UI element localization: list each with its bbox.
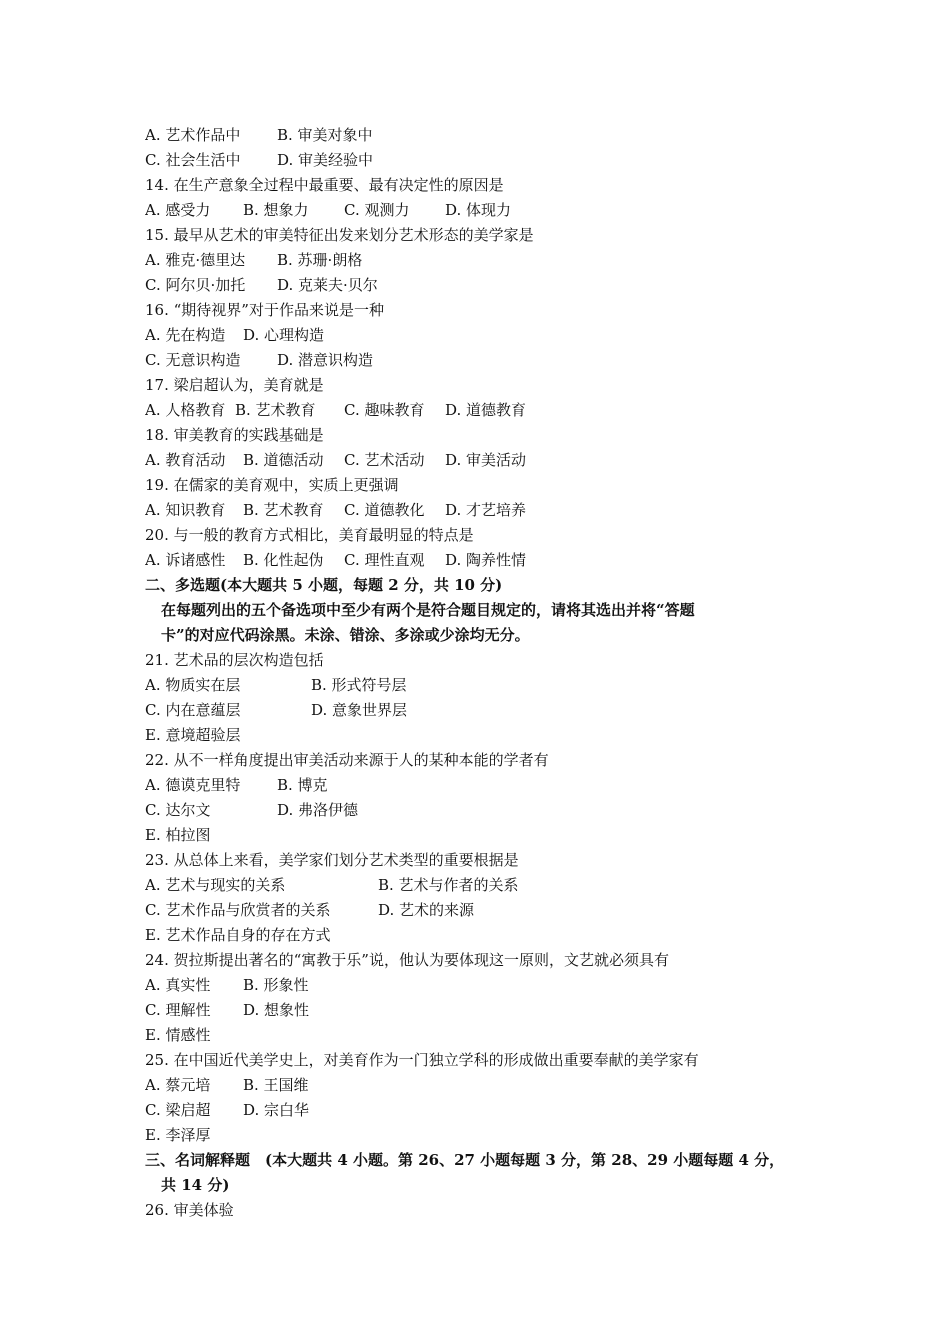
option-text: C. 理性直观: [344, 551, 425, 569]
option-text: D. 心理构造: [243, 326, 325, 344]
option-text: B. 苏珊·朗格: [277, 251, 363, 269]
text-line: [145, 273, 850, 298]
option-text: C. 道德教化: [344, 501, 425, 519]
option-text: C. 无意识构造: [145, 351, 241, 369]
text-line: [145, 1123, 850, 1148]
option-text: B. 艺术教育: [235, 401, 316, 419]
option-text: A. 人格教育: [145, 401, 226, 419]
line-text: 22. 从不一样角度提出审美活动来源于人的某种本能的学者有: [145, 751, 549, 769]
option-text: B. 博克: [277, 776, 328, 794]
line-text: 23. 从总体上来看，美学家们划分艺术类型的重要根据是: [145, 851, 519, 869]
section-line: [145, 573, 850, 598]
option-text: B. 化性起伪: [243, 551, 324, 569]
option-text: B. 形象性: [243, 976, 309, 994]
text-line: [145, 998, 850, 1023]
text-line: [145, 648, 850, 673]
option-text: C. 趣味教育: [344, 401, 425, 419]
section-line: [145, 1173, 850, 1198]
option-text: D. 克莱夫·贝尔: [277, 276, 378, 294]
text-line: [145, 548, 850, 573]
option-text: B. 形式符号层: [311, 676, 407, 694]
option-text: A. 先在构造: [145, 326, 226, 344]
option-text: B. 道德活动: [243, 451, 324, 469]
option-text: B. 想象力: [243, 201, 309, 219]
text-line: [145, 723, 850, 748]
line-text: 三、名词解释题 (本大题共 4 小题。第 26、27 小题每题 3 分，第 28、29 小题每题 4 分，: [145, 1151, 785, 1169]
option-text: C. 阿尔贝·加托: [145, 276, 246, 294]
option-text: D. 想象性: [243, 1001, 310, 1019]
text-line: [145, 923, 850, 948]
line-text: 26. 审美体验: [145, 1201, 234, 1219]
option-text: C. 社会生活中: [145, 151, 241, 169]
text-line: [145, 423, 850, 448]
line-text: 14. 在生产意象全过程中最重要、最有决定性的原因是: [145, 176, 504, 194]
option-text: A. 德谟克里特: [145, 776, 241, 794]
text-line: [145, 323, 850, 348]
text-line: [145, 973, 850, 998]
option-text: D. 陶养性情: [445, 551, 527, 569]
line-text: 15. 最早从艺术的审美特征出发来划分艺术形态的美学家是: [145, 226, 534, 244]
line-text: 21. 艺术品的层次构造包括: [145, 651, 324, 669]
text-line: [145, 898, 850, 923]
text-line: [145, 748, 850, 773]
option-text: A. 雅克·德里达: [145, 251, 246, 269]
line-text: 19. 在儒家的美育观中，实质上更强调: [145, 476, 399, 494]
line-text: E. 艺术作品自身的存在方式: [145, 926, 331, 944]
text-line: [145, 1198, 850, 1223]
text-line: [145, 1073, 850, 1098]
text-line: [145, 123, 850, 148]
option-text: C. 梁启超: [145, 1101, 211, 1119]
option-text: D. 体现力: [445, 201, 512, 219]
option-text: A. 蔡元培: [145, 1076, 211, 1094]
option-text: B. 审美对象中: [277, 126, 373, 144]
text-line: [145, 448, 850, 473]
section-line: [145, 1148, 850, 1173]
text-line: [145, 498, 850, 523]
text-line: [145, 1023, 850, 1048]
text-line: [145, 798, 850, 823]
line-text: E. 意境超验层: [145, 726, 241, 744]
option-text: C. 理解性: [145, 1001, 211, 1019]
text-line: [145, 523, 850, 548]
line-text: 18. 审美教育的实践基础是: [145, 426, 324, 444]
option-text: B. 王国维: [243, 1076, 309, 1094]
text-line: [145, 948, 850, 973]
text-line: [145, 873, 850, 898]
line-text: E. 柏拉图: [145, 826, 211, 844]
option-text: D. 潜意识构造: [277, 351, 374, 369]
line-text: 20. 与一般的教育方式相比，美育最明显的特点是: [145, 526, 474, 544]
line-text: 25. 在中国近代美学史上，对美育作为一门独立学科的形成做出重要奉献的美学家有: [145, 1051, 699, 1069]
option-text: D. 宗白华: [243, 1101, 310, 1119]
text-line: [145, 348, 850, 373]
line-text: 二、多选题(本大题共 5 小题，每题 2 分，共 10 分): [145, 576, 503, 594]
text-line: [145, 698, 850, 723]
text-line: [145, 223, 850, 248]
option-text: C. 内在意蕴层: [145, 701, 241, 719]
text-line: [145, 373, 850, 398]
line-text: 在每题列出的五个备选项中至少有两个是符合题目规定的，请将其选出并将“答题: [161, 601, 695, 619]
line-text: 17. 梁启超认为，美育就是: [145, 376, 324, 394]
line-text: 24. 贺拉斯提出著名的“寓教于乐”说，他认为要体现这一原则，文艺就必须具有: [145, 951, 669, 969]
option-text: A. 知识教育: [145, 501, 226, 519]
option-text: A. 艺术与现实的关系: [145, 876, 286, 894]
text-line: [145, 1098, 850, 1123]
text-line: [145, 298, 850, 323]
option-text: D. 审美经验中: [277, 151, 374, 169]
text-line: [145, 1048, 850, 1073]
option-text: C. 达尔文: [145, 801, 211, 819]
line-text: 16. “期待视界”对于作品来说是一种: [145, 301, 384, 319]
text-line: [145, 198, 850, 223]
text-line: [145, 673, 850, 698]
option-text: D. 意象世界层: [311, 701, 408, 719]
text-line: [145, 848, 850, 873]
option-text: A. 教育活动: [145, 451, 226, 469]
line-text: 卡”的对应代码涂黑。未涂、错涂、多涂或少涂均无分。: [161, 626, 530, 644]
option-text: D. 艺术的来源: [378, 901, 475, 919]
option-text: C. 观测力: [344, 201, 410, 219]
option-text: B. 艺术教育: [243, 501, 324, 519]
text-line: [145, 773, 850, 798]
text-line: [145, 173, 850, 198]
option-text: D. 弗洛伊德: [277, 801, 359, 819]
option-text: D. 道德教育: [445, 401, 527, 419]
option-text: A. 艺术作品中: [145, 126, 241, 144]
text-line: [145, 398, 850, 423]
text-line: [145, 473, 850, 498]
text-line: [145, 248, 850, 273]
line-text: E. 李泽厚: [145, 1126, 211, 1144]
option-text: D. 审美活动: [445, 451, 527, 469]
option-text: A. 物质实在层: [145, 676, 241, 694]
text-line: [145, 823, 850, 848]
option-text: A. 感受力: [145, 201, 211, 219]
text-line: [145, 148, 850, 173]
line-text: 共 14 分): [161, 1176, 230, 1194]
option-text: C. 艺术活动: [344, 451, 425, 469]
option-text: B. 艺术与作者的关系: [378, 876, 519, 894]
option-text: D. 才艺培养: [445, 501, 527, 519]
section-line: [145, 598, 850, 623]
line-text: E. 情感性: [145, 1026, 211, 1044]
option-text: C. 艺术作品与欣赏者的关系: [145, 901, 331, 919]
option-text: A. 诉诸感性: [145, 551, 226, 569]
section-line: [145, 623, 850, 648]
option-text: A. 真实性: [145, 976, 211, 994]
